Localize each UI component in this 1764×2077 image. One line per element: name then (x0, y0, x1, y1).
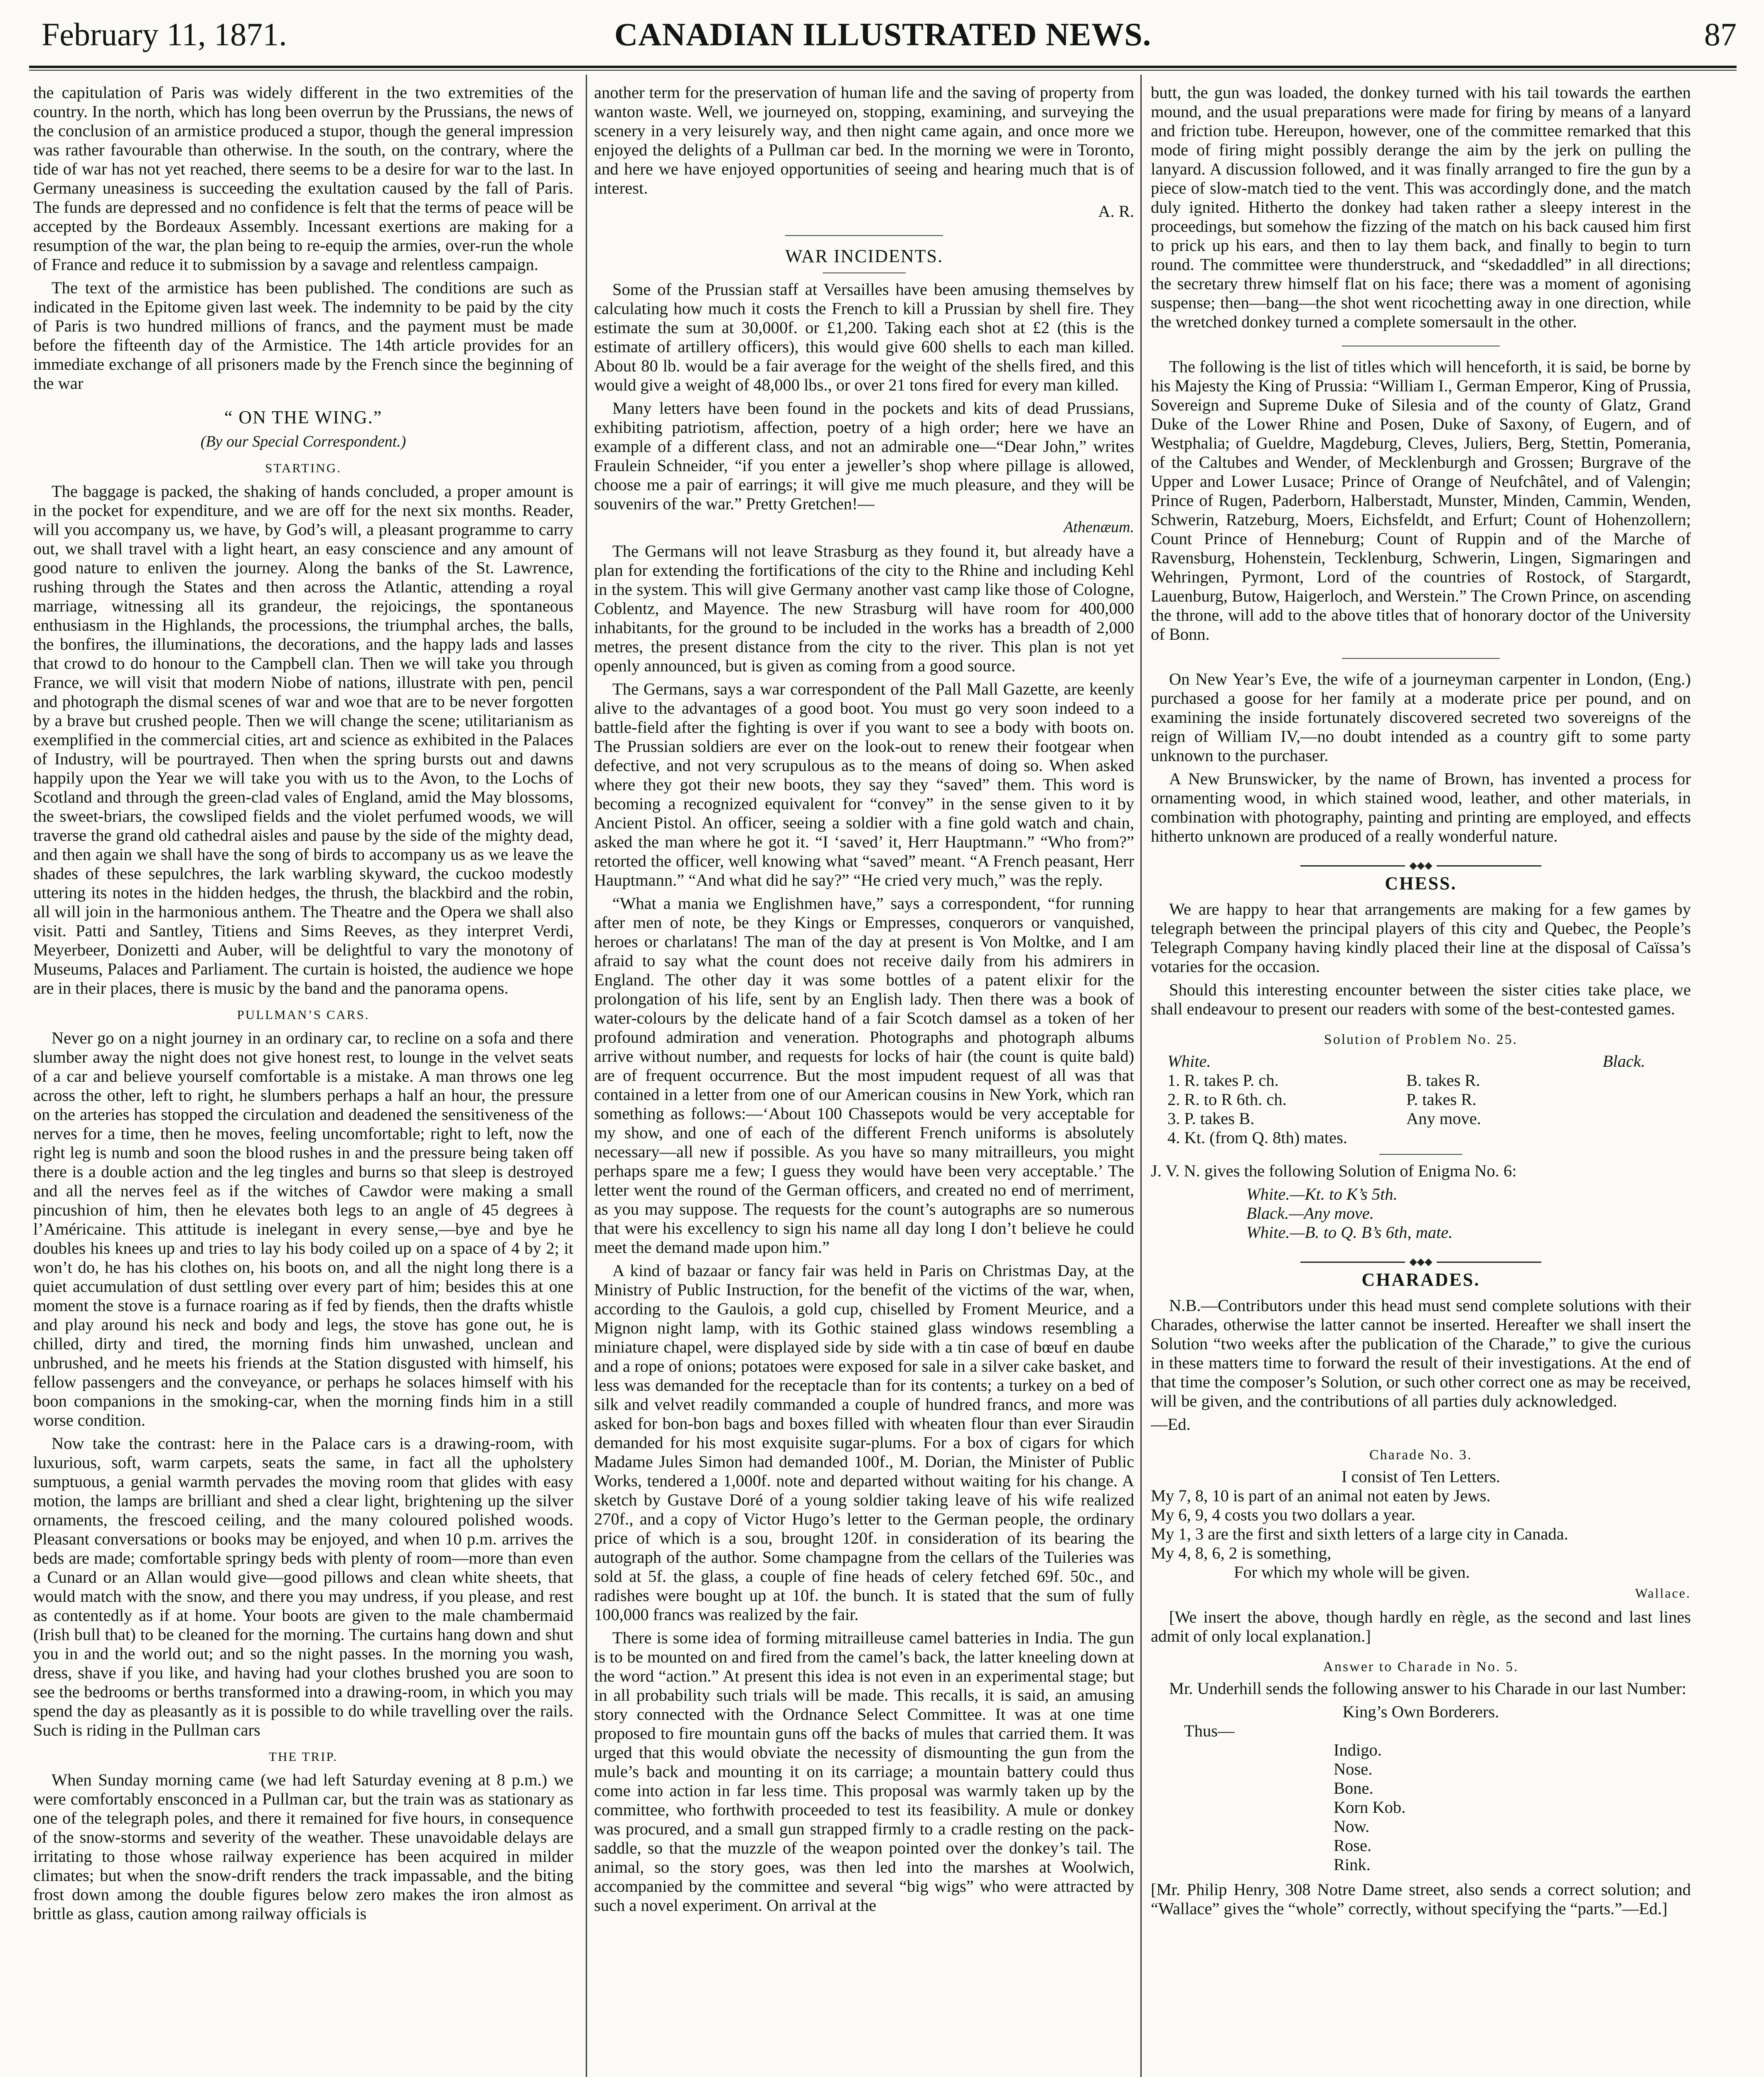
masthead-rule (29, 66, 1737, 68)
white-move: 3. P. takes B. (1167, 1109, 1255, 1128)
diamond-ornament-icon: ◆◆◆ (1405, 1257, 1436, 1267)
enigma-line: White.—B. to Q. B’s 6th, mate. (1246, 1223, 1453, 1242)
black-move: B. takes R. (1406, 1071, 1480, 1090)
answer-intro: Mr. Underhill sends the following answer to his Charade in our last Number: (1169, 1679, 1687, 1698)
article-paragraph: Now take the contrast: here in the Palace cars is a drawing-room, with luxurious, soft, warm carpets, seats the same, in fact all the upholstery sumptuous, a genial warmth pervades the moving room that glides with easy motion, the lamps are brilliant and shed a clear light, brightening up the silver ornaments, the frescoed ceiling, and the many coloured polished woods. Pleasant conversations or books may be enjoyed, and when 10 p.m. arrives the beds are made; comfortable springy beds with plenty of room—more than even a Cunard or an Allan would give—good pillows and clean white sheets, that would match with the snow, and there you may undress, if you please, and rest as contentedly as if at home. Your boots are given to the male chambermaid (Irish bull that) to be cleaned for the morning. The curtains hang down and shut you in and the world out; and so the night passes. In the morning you wash, dress, shave if you like, and having had your clothes brushed you are soon to see the bedrooms or berths transformed into a drawing-room, in which you may spend the day as pleasantly as it is possible to do while travelling over the rails. Such is riding in the Pullman cars (33, 1434, 573, 1739)
column-rule-1 (586, 75, 587, 2077)
page-number: 87 (1704, 16, 1737, 52)
answer-word: Now. (1334, 1817, 1370, 1836)
editor-note: [We insert the above, though hardly en règle, as the second and last lines admit of only local explanation.] (1151, 1608, 1691, 1645)
diamond-ornament-icon: ◆◆◆ (1405, 860, 1436, 871)
section-divider (1342, 658, 1500, 659)
answer-title: Answer to Charade in No. 5. (1323, 1659, 1519, 1674)
source-credit: Athenæum. (1064, 518, 1134, 536)
charade-subtitle: I consist of Ten Letters. (1341, 1467, 1501, 1486)
divider (1379, 1154, 1462, 1155)
white-move: 4. Kt. (from Q. 8th) mates. (1167, 1128, 1348, 1147)
news-item: Some of the Prussian staff at Versailles have been amusing themselves by calculating how much it costs the French to kill a Prussian by shell fire. They estimate the sum at 30,000f. or £1,200. Taking each shot at £2 (this is the estimate of artillery officers), this would give 600 shells to each man killed. About 80 lb. would be a fair average for the weight of the shells fired, and this would give a weight of 48,000 lbs., or over 21 tons fired for every man killed. (594, 280, 1134, 394)
chess-solution-header (1151, 1052, 1691, 1071)
news-item: A kind of bazaar or fancy fair was held in Paris on Christmas Day, at the Ministry of Public Instruction, for the benefit of the victims of the war, when, according to the Gaulois, a gold cup, chiselled by Froment Meurice, and a Mignon night lamp, with its Gothic stained glass windows resembling a miniature chapel, were displayed side by side with a tin case of bœuf en daube and a rope of onions; potatoes were exposed for sale in a silver cake basket, and less was demanded for the receptacle than for its contents; a turkey on a bed of silk and velvet readily commanded a couple of hundred francs, and more was asked for bon-bon bags and boxes filled with wheaten flour than ever Siraudin demanded for his most exquisite sugar-plums. For a box of cigars for which Madame Jules Simon had demanded 100f., M. Dorian, the Minister of Public Works, tendered a 1,000f. note and departed without waiting for his change. A sketch by Gustave Doré of a young soldier taking leave of his wife realized 270f., and a copy of Victor Hugo’s letter to the German people, the ordinary price of which is a sou, brought 120f. in consideration of its bearing the autograph of the author. Some champagne from the cellars of the Tuileries was sold at 5f. the glass, a couple of fine heads of celery fetched 69f. 50c., and radishes were bought up at 10f. the bunch. It is stated that the sum of fully 100,000 francs was realized by the fair. (594, 1261, 1134, 1624)
news-item: “What a mania we Englishmen have,” says a correspondent, “for running after men of note, be they Kings or Empresses, conquerors or vanquished, heroes or charlatans! The man of the day at present is Von Moltke, and I am afraid to say what the count does not receive daily from his admirers in England. The other day it was some bottles of a patent elixir for the prolongation of his life, sent by an English lady. Then there was a book of water-colours by the delicate hand of a fair Scotch damsel as a token of her profound admiration and veneration. Photographs and photograph albums arrive without number, and requests for locks of hair (the count is quite bald) are of frequent occurrence. But the most impudent request of all was that contained in a letter from one of our American cousins in New York, which ran something as follows:—‘About 100 Chassepots would be very acceptable for my show, and one of each of the different French uniforms is absolutely necessary—all new if possible. As you have so many mitrailleurs, you might perhaps spare me a few; I guess they would have been very acceptable.’ The letter went the round of the German officers, and created no end of merriment, as you may suppose. The requests for the count’s autographs are so numerous that were his excellency to sign his name all day long I don’t believe he could meet the demand made upon him.” (594, 894, 1134, 1257)
armistice-paragraph: The text of the armistice has been published. The conditions are such as indicated in the Epitome given last week. The indemnity to be paid by the city of Paris is two hundred millions of francs, and the payment must be made before the fifteenth day of the Armistice. The 14th article provides for an immediate exchange of all prisoners made by the French since the beginning of the war (33, 278, 573, 393)
answer-heading: King’s Own Borderers. (1342, 1702, 1499, 1721)
editor-mark: —Ed. (1151, 1415, 1191, 1434)
answer-word: Bone. (1334, 1779, 1373, 1797)
charade-line: My 1, 3 are the first and sixth letters of a large city in Canada. (1151, 1525, 1568, 1543)
answer-words (1151, 1741, 1691, 1874)
news-item: The following is the list of titles which will henceforth, it is said, be borne by his Majesty the King of Prussia: “William I., German Emperor, King of Prussia, Sovereign and Supreme Duke of Silesia and of the county of Glatz, Grand Duke of the Lower Rhine and Posen, Duke of Saxony, of Eugern, and of Westphalia; of Gueldre, Magdeburg, Cleves, Juliers, Berg, Stettin, Pomerania, of the Caltubes and Wender, of Mecklenburgh and Grossen; Burgrave of the Upper and Lower Lusace; Prince of Orange of Neufchâtel, and of Valengin; Prince of Rugen, Paderborn, Halberstadt, Munster, Minden, Cammin, Wenden, Schwerin, Ratzeburg, Moers, Eichsfeldt, and Erfurt; Count of Hohenzollern; Count Prince of Henneburg; Count of Ruppin and of the Marche of Ravensburg, Hohenstein, Tecklenburg, Schwerin, Lingen, Sigmaringen and Wehringen, Pyrmont, Lord of the countries of Rostock, of Stargardt, Lauenburg, Butow, Haigerloch, and Werstein.” The Crown Prince, on ascending the throne, will add to the above titles that of honorary doctor of the University of Bonn. (1151, 357, 1691, 643)
answer-word: Korn Kob. (1334, 1798, 1406, 1817)
news-item: Many letters have been found in the pockets and kits of dead Prussians, exhibiting patriotism, affection, poetry of a high order; here we have an example of a different class, and not an admirable one—“Dear John,” writes Fraulein Schneider, “if you enter a jeweller’s shop where pillage is allowed, choose me a pair of earrings; it will give me much pleasure, and they will be souvenirs of the war.” Pretty Gretchen!— (594, 399, 1134, 513)
masthead-rule-thin (29, 70, 1737, 71)
charade-title: Charade No. 3. (1369, 1447, 1472, 1463)
section-heading-starting: STARTING. (265, 461, 341, 475)
section-heading-trip: THE TRIP. (269, 1749, 338, 1764)
chess-solution-title: Solution of Problem No. 25. (1324, 1032, 1518, 1047)
charade-line: My 7, 8, 10 is part of an animal not eaten by Jews. (1151, 1486, 1491, 1505)
chess-paragraph: We are happy to hear that arrangements are making for a few games by telegraph between the principal players of this city and Quebec, the People’s Telegraph Company having kindly placed their line at the disposal of Caïssa’s votaries for the occasion. (1151, 900, 1691, 976)
article-paragraph: another term for the preservation of human life and the saving of property from wanton waste. Well, we journeyed on, stopping, examining, and surveying the scenery in a very leisurely way, and then night came again, and once more we enjoyed the delights of a Pullman car bed. In the morning we were in Toronto, and here we have enjoyed opportunities of seeing and hearing much that is of interest. (594, 83, 1134, 197)
charade-line: For which my whole will be given. (1234, 1563, 1470, 1581)
charades-notice: N.B.—Contributors under this head must send complete solutions with their Charades, otherwise the latter cannot be inserted. Hereafter we shall insert the Solution “two weeks after the publication of the Charade,” to give the curious in these matters time to forward the result of their investigations. At the end of that time the composer’s Solution, or such other correct one as may be received, will be given, and the contributions of all parties duly acknowledged. (1151, 1296, 1691, 1410)
chess-moves (1151, 1071, 1691, 1147)
news-item: The Germans will not leave Strasburg as they found it, but already have a plan for extending the fortifications of the city to the Rhine and including Kehl in the system. This will give Germany another vast camp like those of Cologne, Coblentz, and Mayence. The new Strasburg will have room for 400,000 inhabitants, for the ground to be included in the works has a breadth of 2,000 metres, the present distance from the city to the river. This plan is not yet openly announced, but is given as coming from a good source. (594, 542, 1134, 675)
article-title-war-incidents: WAR INCIDENTS. (785, 246, 943, 266)
column-rule-2 (1140, 75, 1142, 2077)
black-label: Black. (1602, 1052, 1645, 1070)
masthead (29, 12, 1737, 65)
white-move: 1. R. takes P. ch. (1167, 1071, 1279, 1090)
charade-signature: Wallace. (1635, 1586, 1691, 1601)
section-heading-pullman: PULLMAN’S CARS. (237, 1007, 370, 1022)
white-label: White. (1167, 1052, 1211, 1070)
section-divider (785, 235, 943, 236)
section-heading-chess: CHESS. (1385, 873, 1457, 894)
article-paragraph: The baggage is packed, the shaking of hands concluded, a proper amount is in the pocket for expenditure, and we are off for the next six months. Reader, will you accompany us, we have, by God’s will, a pleasant programme to carry out, we shall travel with a light heart, an easy conscience and any amount of good nature to enliven the journey. Along the banks of the St. Lawrence, rushing through the States and then across the Atlantic, attending a royal marriage, witnessing all its grandeur, the rejoicings, the spontaneous enthusiasm in the Highlands, the processions, the triumphal arches, the balls, the bonfires, the illuminations, the decorations, and the happy lads and lasses that crowd to do honour to the Campbell clan. Then we will take you through France, we will visit that modern Niobe of nations, illustrate with pen, pencil and photograph the dismal scenes of war and woe that are to be never forgotten by a brave but crushed people. Then we will change the scene; utilitarianism as exemplified in the commercial cities, art and science as exhibited in the Palaces of Industry, will be pourtrayed. Then when the spring bursts out and dawns happily upon the Year we will take you with us to the Avon, to the Lochs of Scotland and through the green-clad vales of England, amid the May blossoms, the sweet-briars, the cowsliped fields and the violet perfumed woods, we will traverse the grand old cathedral aisles and pause by the side of the mighty dead, and then again we shall have the song of birds to accompany us as we leave the shades of these sepulchres, the lark warbling skyward, the cuckoo modestly uttering its notes in the hidden hedges, the thrush, the blackbird and the robin, all will join in the harmonious anthem. The Theatre and the Opera we shall also visit. Patti and Santley, Titiens and Sims Reeves, as they interpret Verdi, Meyerbeer, Donizetti and Auber, will be delightful to vary the monotony of Museums, Palaces and Parliament. The curtain is hoisted, the audience we hope are in their places, there is music by the band and the panorama opens. (33, 482, 573, 997)
column-1 (33, 83, 573, 2077)
white-move: 2. R. to R 6th. ch. (1167, 1090, 1287, 1109)
article-paragraph: Never go on a night journey in an ordinary car, to recline on a sofa and there slumber away the night does not give honest rest, to lounge in the velvet seats of a car and believe yourself comfortable is a mistake. A man throws one leg across the other, left to right, he slumbers perhaps a half an hour, the pressure on the arteries has stopped the circulation and deadened the sensitiveness of the nerves for a time, then he moves, feeling uncomfortable; right to left, now the right leg is numb and soon the blood rushes in and the pressure being taken off there is a double action and the leg tingles and burns so that sleep is destroyed and all the nerves feel as if the witches of Cawdor were making a small pincushion of him, then he elevates both legs to an angle of 45 degrees à l’Américaine. This attitude is inelegant in every sense,—bye and bye he doubles his knees up and tries to lay his body coiled up on a space of 4 by 2; it won’t do, he has his clothes on, his boots on, and all the night long there is a quiet accumulation of dust settling over every part of him; besides this at one moment the stove is a furnace roaring as if fed by fiends, then the drafts whistle and play around his neck and body and legs, the stove has gone out, he is chilled, dirty and tired, the morning finds him unwashed, unclean and unbrushed, and he meets his friends at the Station disgusted with himself, his fellow passengers and the conveyance, or perhaps he solaces himself with his boon companions in the smoking-car, when the morning finds him in a still worse condition. (33, 1029, 573, 1429)
chess-paragraph: Should this interesting encounter between the sister cities take place, we shall endeavour to present our readers with some of the best-contested games. (1151, 980, 1691, 1018)
ornamental-rule (1300, 1257, 1541, 1267)
black-move: P. takes R. (1406, 1090, 1477, 1109)
article-paragraph: When Sunday morning came (we had left Saturday evening at 8 p.m.) we were comfortably ensconced in a Pullman car, but the train was as stationary as one of the telegraph poles, and there it remained for five hours, in consequence of the snow-storms and severity of the weather. These unavoidable delays are irritating to those whose railway experience has been acquired in milder climates; but when the snow-drift renders the track impassable, and the biting frost down among the double figures below zero makes the iron almost as brittle as glass, caution among railway officials is (33, 1770, 573, 1923)
ornamental-rule (1300, 861, 1541, 871)
answer-word: Rose. (1334, 1836, 1372, 1855)
charade-line: My 6, 9, 4 costs you two dollars a year. (1151, 1505, 1415, 1524)
enigma-line: White.—Kt. to K’s 5th. (1246, 1185, 1398, 1203)
enigma-line: Black.—Any move. (1246, 1204, 1374, 1223)
editor-note: [Mr. Philip Henry, 308 Notre Dame street, also sends a correct solution; and “Wallace” gives the “whole” correctly, without specifying the “parts.”—Ed.] (1151, 1880, 1691, 1918)
column-2 (594, 83, 1134, 2077)
charade-lines (1151, 1486, 1691, 1563)
charade-line: My 4, 8, 6, 2 is something, (1151, 1544, 1332, 1562)
issue-date: February 11, 1871. (42, 16, 287, 52)
section-heading-charades: CHARADES. (1361, 1269, 1480, 1290)
black-move: Any move. (1406, 1109, 1481, 1128)
answer-word: Indigo. (1334, 1741, 1382, 1759)
newspaper-title: CANADIAN ILLUSTRATED NEWS. (614, 16, 1152, 52)
answer-word: Rink. (1334, 1855, 1371, 1874)
armistice-paragraph: the capitulation of Paris was widely different in the two extremities of the country. In the north, which has long been overrun by the Prussians, the news of the conclusion of an armistice produced a stupor, though the general impression was rather favourable than otherwise. In the south, on the contrary, where the tide of war has not yet reached, there seems to be a desire for war to the last. In Germany uneasiness is succeeding the exultation caused by the fall of Paris. The funds are depressed and no confidence is felt that the terms of peace will be accepted by the Bordeaux Assembly. Incessant exertions are making for a resumption of the war, the plan being to re-equip the armies, over-run the whole of France and reduce it to submission by a savage and relentless campaign. (33, 83, 573, 274)
news-item: There is some idea of forming mitrailleuse camel batteries in India. The gun is to be mounted on and fired from the camel’s back, the latter kneeling down at the word “action.” At present this idea is not even in an experimental stage; but in all probability such trials will be made. This recalls, it is said, an amusing story connected with the Ordnance Select Committee. It was at one time proposed to fire mountain guns off the backs of mules that carried them. It was urged that this would obviate the necessity of dismounting the gun from the mule’s back and mounting it on its carriage; a mountain battery could thus come into action in far less time. This proposal was warmly taken up by the committee, who forthwith proceeded to test its feasibility. A mule or donkey was procured, and a small gun strapped firmly to a cradle resting on the pack-saddle, so that the muzzle of the weapon pointed over the donkey’s tail. The animal, so the story goes, was then led into the marshes at Woolwich, accompanied by the committee and several “big wigs” who were attracted by such a novel experiment. On arrival at the (594, 1628, 1134, 1915)
byline: (By our Special Correspondent.) (200, 433, 406, 450)
news-item: On New Year’s Eve, the wife of a journeyman carpenter in London, (Eng.) purchased a goose for her family at a moderate price per pound, and on examining the inside fortunately discovered secreted two sovereigns of the reign of William IV,—no doubt intended as a country gift to some party unknown to the purchaser. (1151, 670, 1691, 765)
author-signature: A. R. (1098, 202, 1134, 221)
black-move (1406, 1128, 1645, 1147)
column-3 (1151, 83, 1691, 2077)
news-item: A New Brunswicker, by the name of Brown, has invented a process for ornamenting wood, in which stained wood, leather, and other materials, in combination with photography, painting and printing are employed, and effects hitherto unknown are produced of a really wonderful nature. (1151, 769, 1691, 845)
enigma-intro: J. V. N. gives the following Solution of Enigma No. 6: (1151, 1161, 1517, 1180)
answer-thus: Thus— (1184, 1721, 1235, 1740)
news-item: butt, the gun was loaded, the donkey turned with his tail towards the earthen mound, and the usual preparations were made for firing by means of a lanyard and friction tube. Hereupon, however, one of the committee remarked that this mode of firing might possibly derange the aim by the jerk on pulling the lanyard. A discussion followed, and it was finally arranged to fire the gun by a piece of slow-match tied to the vent. This was accordingly done, and the match duly ignited. Hitherto the donkey had taken rather a sleepy interest in the proceedings, but somehow the fizzing of the match on his back caused him first to prick up his ears, and then to lay them back, and finally to begin to turn round. The committee were thunderstruck, and “skedaddled” in all directions; the secretary threw himself flat on his face; there was a moment of agonising suspense; then—bang—the shot went ricochetting away in one direction, while the wretched donkey turned a complete somersault in the other. (1151, 83, 1691, 331)
article-title-on-the-wing: “ ON THE WING.” (224, 407, 383, 427)
news-item: The Germans, says a war correspondent of the Pall Mall Gazette, are keenly alive to the advantages of a good boot. You must go very soon indeed to a battle-field after the fighting is over if you want to see a body with boots on. The Prussian soldiers are ever on the look-out to renew their footgear when defective, and not very scrupulous as to the means of doing so. When asked where they got their new boots, they say they “saved” them. This word is becoming a recognized equivalent for “convey” in the sense given to it by Ancient Pistol. An officer, seeing a soldier with a fine gold watch and chain, asked the man where he got it. “I ‘saved’ it, Herr Hauptmann.” “Who from?” retorted the officer, well knowing what “saved” meant. “A French peasant, Herr Hauptmann.” “And what did he say?” “He cried very much,” was the reply. (594, 680, 1134, 889)
answer-word: Nose. (1334, 1760, 1373, 1778)
